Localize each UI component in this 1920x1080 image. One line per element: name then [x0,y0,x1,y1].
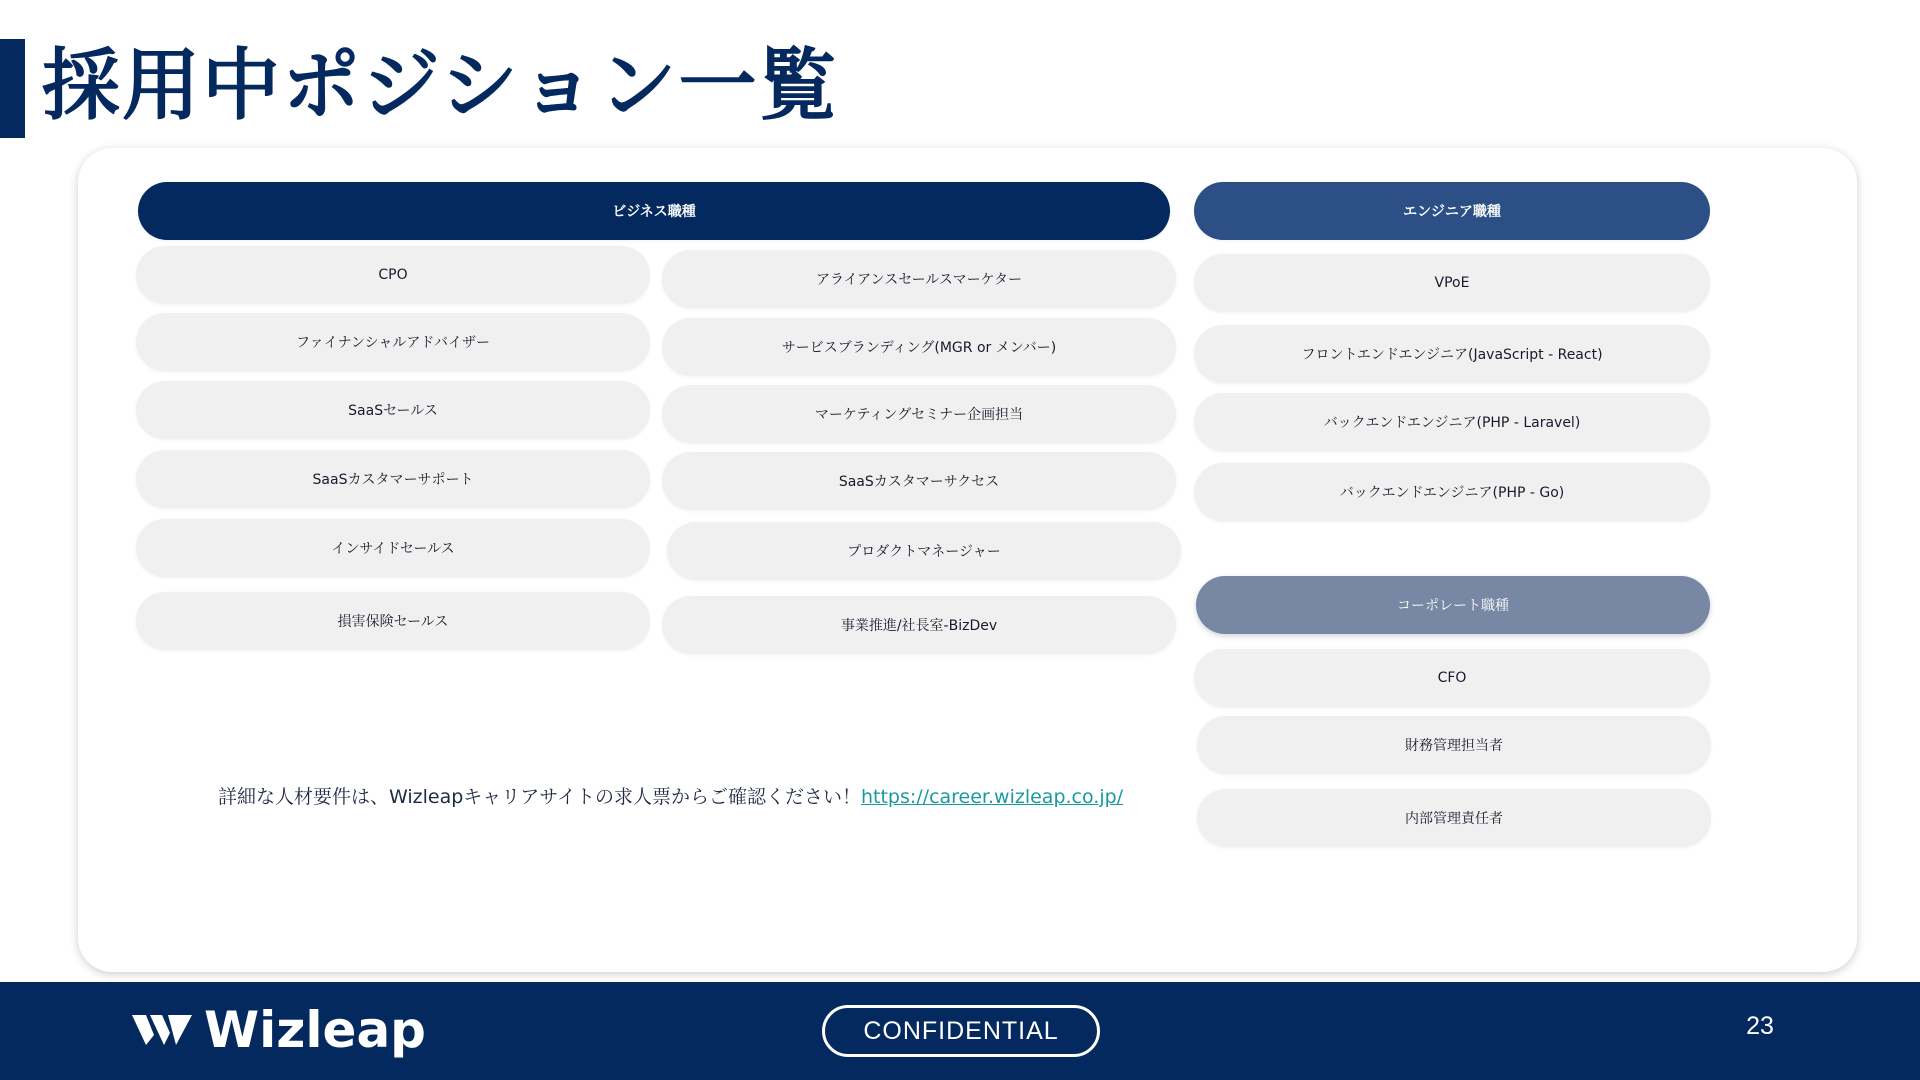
brand-name: Wizleap [204,1001,426,1059]
position-item[interactable]: ファイナンシャルアドバイザー [136,313,650,371]
position-item[interactable]: CFO [1194,649,1710,707]
position-item[interactable]: アライアンスセールスマーケター [662,250,1176,308]
wizleap-logo [132,1000,426,1060]
position-item[interactable]: インサイドセールス [136,519,650,577]
position-item[interactable]: プロダクトマネージャー [667,522,1181,580]
title-accent-bar [0,39,25,138]
engineer-header: エンジニア職種 [1194,182,1710,240]
position-item[interactable]: 内部管理責任者 [1197,789,1711,847]
position-item[interactable]: 損害保険セールス [136,592,650,650]
position-item[interactable]: VPoE [1194,254,1710,312]
position-item[interactable]: 財務管理担当者 [1197,716,1711,774]
page-title: 採用中ポジション一覧 [42,41,839,131]
career-site-note [218,782,1123,809]
position-item[interactable]: SaaSカスタマーサポート [136,450,650,508]
position-item[interactable]: CPO [136,246,650,304]
corporate-header: コーポレート職種 [1196,576,1710,634]
position-item[interactable]: サービスブランディング(MGR or メンバー) [662,318,1176,376]
page-number: 23 [1746,1012,1774,1040]
position-item[interactable]: バックエンドエンジニア(PHP - Go) [1194,463,1710,521]
position-item[interactable]: 事業推進/社長室-BizDev [662,596,1176,654]
position-item[interactable]: フロントエンドエンジニア(JavaScript - React) [1194,325,1710,383]
confidential-badge: CONFIDENTIAL [822,1005,1100,1057]
career-site-link[interactable]: https://career.wizleap.co.jp/ [860,786,1124,808]
position-item[interactable]: マーケティングセミナー企画担当 [662,385,1176,443]
position-item[interactable]: SaaSセールス [136,381,650,439]
business-header: ビジネス職種 [138,182,1170,240]
position-item[interactable]: SaaSカスタマーサクセス [662,452,1176,510]
wizleap-mark-icon [132,1013,192,1047]
position-item[interactable]: バックエンドエンジニア(PHP - Laravel) [1194,393,1710,451]
note-text: 詳細な人材要件は、Wizleapキャリアサイトの求人票からご確認ください！ [218,786,861,808]
